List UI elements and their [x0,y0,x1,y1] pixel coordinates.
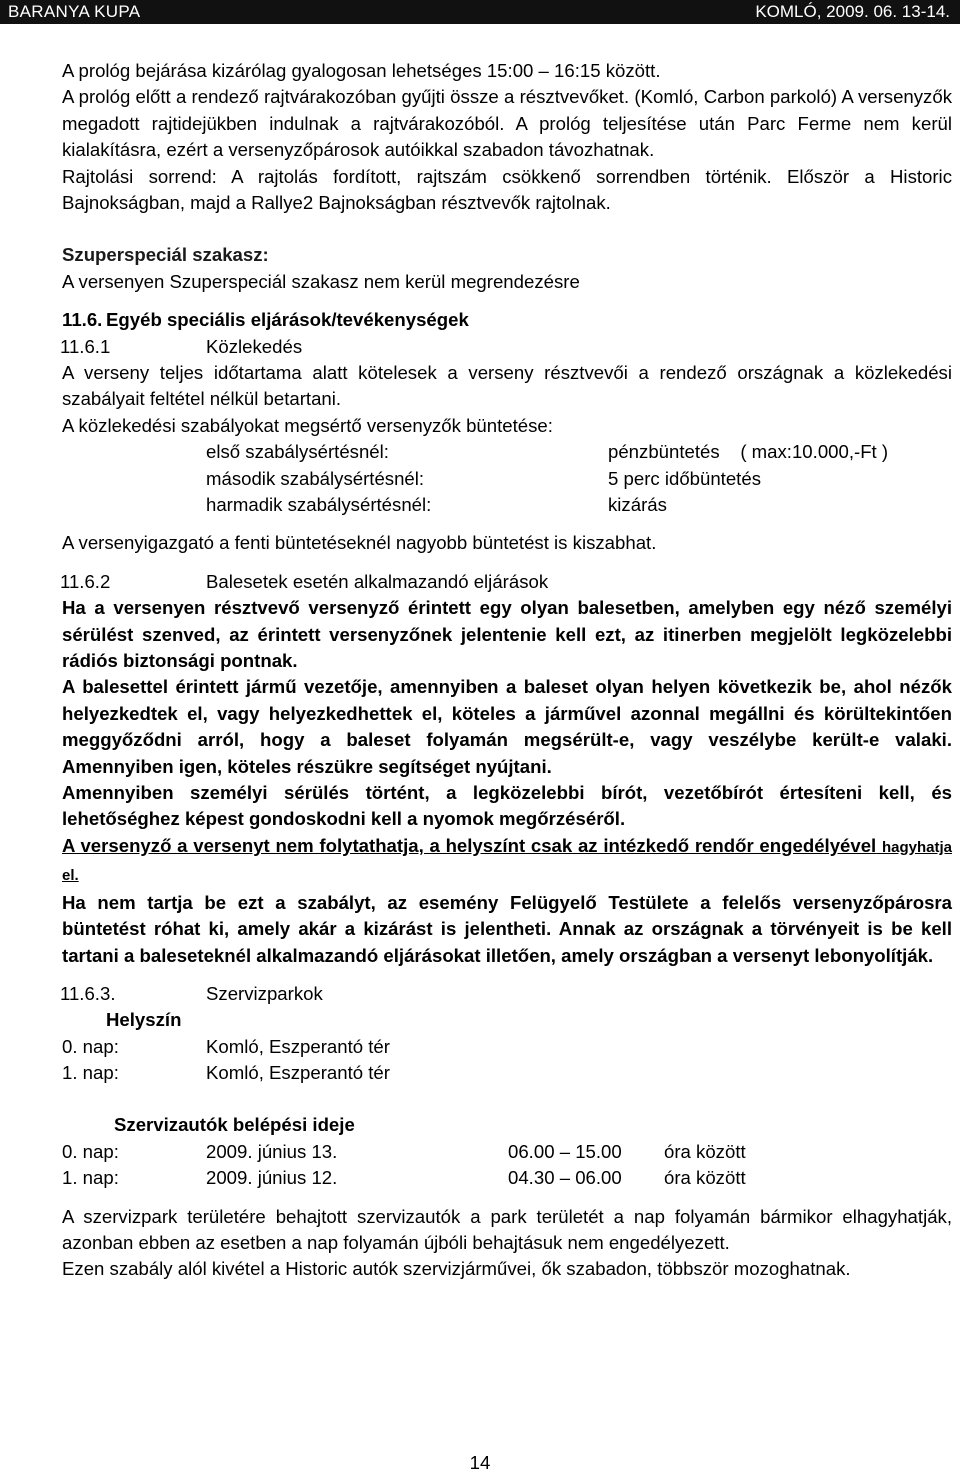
entry-time: 04.30 – 06.00 [508,1167,622,1189]
traffic-paragraph-2: A közlekedési szabályokat megsértő versenyzők büntetése: [62,414,553,436]
penalty-label: harmadik szabálysértésnél: [206,494,432,516]
superspecial-heading: Szuperspeciál szakasz: [62,244,269,266]
page-number: 14 [469,1452,491,1473]
entry-row [62,1165,952,1191]
entry-date: 2009. június 13. [206,1140,338,1162]
location-row [62,1034,952,1060]
location-place: Komló, Eszperantó tér [206,1062,390,1084]
entry-row [62,1139,952,1165]
penalty-value: kizárás [608,494,667,516]
entry-note: óra között [664,1167,746,1189]
accident-paragraph-4-main: A versenyző a versenyt nem folytathatja, a helyszínt csak az intézkedő rendőr engedélyével [62,834,877,856]
traffic-paragraph-1: A verseny teljes időtartama alatt kötelesek a verseny résztvevői a rendező országnak a közlekedési szabályait feltétel nélkül betartani. [62,362,952,410]
entry-time: 06.00 – 15.00 [508,1140,622,1162]
subsection-title: Szervizparkok [206,982,323,1004]
penalty-row [62,492,952,518]
intro-paragraph-1: A prológ bejárása kizárólag gyalogosan lehetséges 15:00 – 16:15 között. [62,60,661,81]
penalty-value: 5 perc időbüntetés [608,467,761,489]
location-day: 1. nap: [62,1062,119,1084]
accident-paragraph-2: A balesettel érintett jármű vezetője, amennyiben a baleset olyan helyen következik be, ahol nézők helyezkedtek el, vagy helyezkedhettek el, köteles a járművel azonnal megállni és körültekintően meggyőződni arról, hogy a baleset folyamán megsérült-e, vagy veszélybe került-e valaki. Amennyiben igen, köteles részükre segítséget nyújtani. [62,676,952,777]
service-paragraph-1: A szervizpark területére behajtott szervizautók a park területét a nap folyamán bármikor elhagyhatják, azonban ebben az esetben a nap folyamán újbóli behajtásuk nem engedélyezett. [62,1205,952,1254]
section-title: Egyéb speciális eljárások/tevékenységek [106,309,469,331]
section-heading-11-6 [62,307,952,333]
subsection-title: Közlekedés [206,335,303,357]
entry-date: 2009. június 12. [206,1167,338,1189]
superspecial-text: A versenyen Szuperspeciál szakasz nem kerül megrendezésre [62,270,580,292]
penalty-value: pénzbüntetés ( max:10.000,-Ft ) [608,441,889,463]
subsection-number: 11.6.3. [60,982,116,1004]
penalty-label: második szabálysértésnél: [206,467,425,489]
accident-paragraph-4 [62,833,952,890]
location-heading-row [62,1007,952,1033]
location-day: 0. nap: [62,1035,119,1057]
penalty-label: első szabálysértésnél: [206,441,389,463]
entry-day: 0. nap: [62,1140,119,1162]
accident-paragraph-4-tail: hagyhatja el. [62,838,952,885]
subsection-number: 11.6.1 [60,335,111,357]
entry-day: 1. nap: [62,1167,119,1189]
subsection-title: Balesetek esetén alkalmazandó eljárások [206,570,549,592]
traffic-paragraph-3: A versenyigazgató a fenti büntetéseknél nagyobb büntetést is kiszabhat. [62,532,657,554]
penalty-row [62,439,952,465]
entry-heading: Szervizautók belépési ideje [114,1114,355,1136]
accident-paragraph-5: Ha nem tartja be ezt a szabályt, az esemény Felügyelő Testülete a felelős versenyzőpárosra büntetést róhat ki, amely akár a kizárást is jelentheti. Annak az országnak a törvényeit is be kell tartani a baleseteknél alkalmazandó eljárásokat illetően, amely országban a versenyt lebonyolítják. [62,891,952,966]
accident-paragraph-1: Ha a versenyen résztvevő versenyző érintett egy olyan balesetben, amelyben egy néző személyi sérülést szenved, az érintett versenyzőnek jelentenie kell ezt, az itinerben megjelölt legközelebbi rádiós biztonsági pontnak. [62,597,952,672]
intro-paragraph-2: A prológ előtt a rendező rajtvárakozóban gyűjti össze a résztvevőket. (Komló, Carbon parkoló) A versenyzők megadott rajtidejükben indulnak a rajtvárakozóból. A prológ teljesítése után Parc Ferme nem kerül kialakításra, ezért a versenyzőpárosok autóikkal szabadon távozhatnak. [62,86,952,161]
accident-paragraph-3: Amennyiben személyi sérülés történt, a legközelebbi bírót, vezetőbírót értesíteni kell, és lehetőséghez képest gondoskodni kell a nyomok megőrzéséről. [62,782,952,830]
subsection-heading-traffic [62,334,952,360]
header-title: BARANYA KUPA [8,2,141,21]
subsection-heading-accidents [62,569,952,595]
location-heading: Helyszín [106,1009,182,1031]
page-header [0,0,960,24]
entry-heading-row [62,1112,952,1138]
document-body [62,58,952,1283]
location-place: Komló, Eszperantó tér [206,1035,390,1057]
entry-note: óra között [664,1140,746,1162]
subsection-heading-service [62,981,952,1007]
header-date: KOMLÓ, 2009. 06. 13-14. [755,2,950,21]
service-paragraph-2: Ezen szabály alól kivétel a Historic autók szervizjárművei, ők szabadon, többször mozoghatnak. [62,1258,851,1280]
section-number: 11.6. [62,309,103,331]
intro-paragraph-3: Rajtolási sorrend: A rajtolás fordított, rajtszám csökkenő sorrendben történik. Először a Historic Bajnokságban, majd a Rallye2 Bajnokságban résztvevők rajtolnak. [62,165,952,214]
penalty-row [62,466,952,492]
location-row [62,1060,952,1086]
subsection-number: 11.6.2 [60,570,111,592]
